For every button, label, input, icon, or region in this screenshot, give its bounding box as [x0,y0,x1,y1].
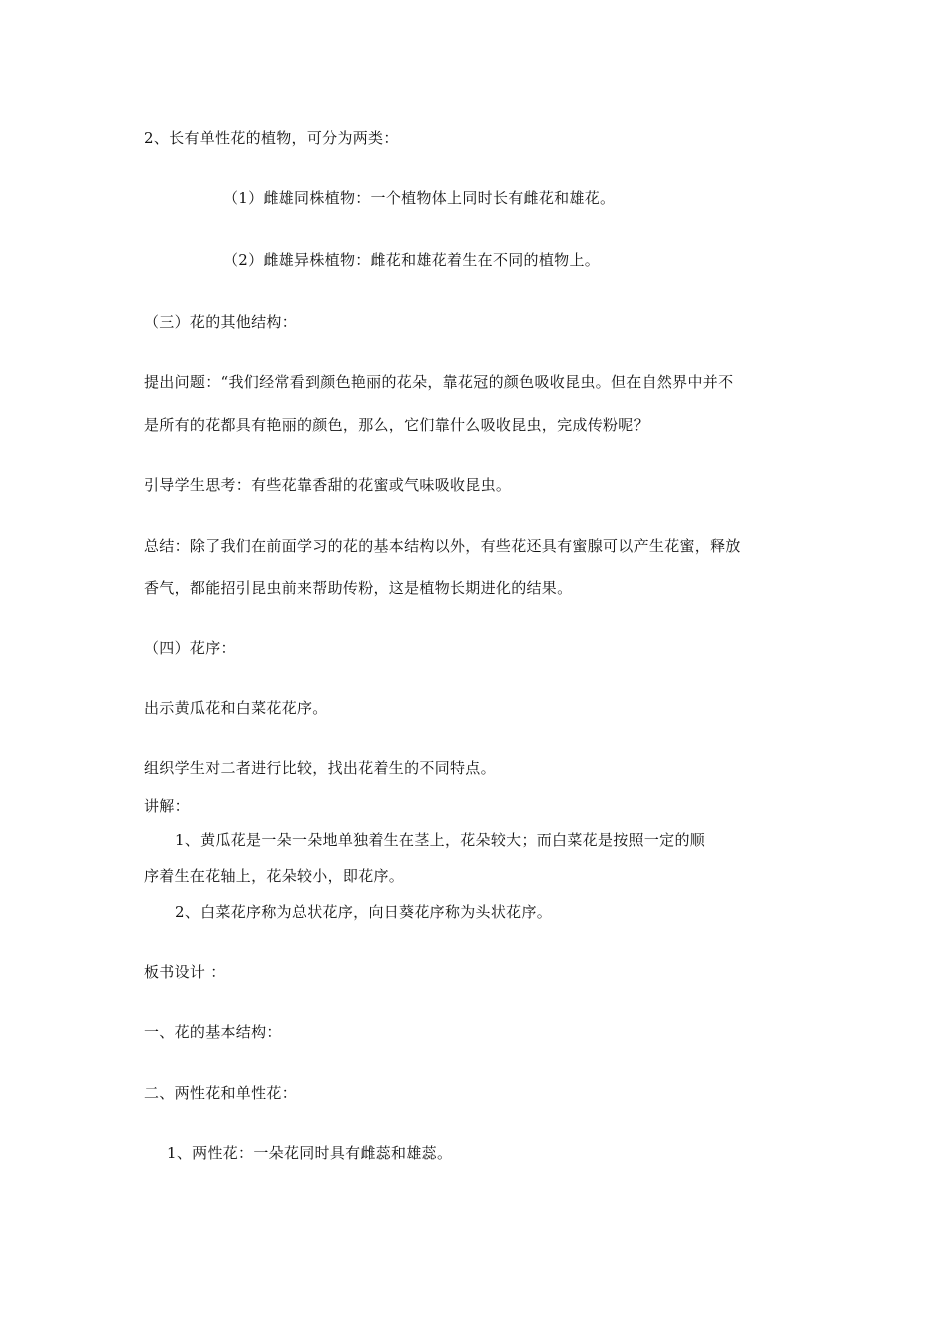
board-item-bisexual-unisexual: 二、两性花和单性花： [144,1084,298,1102]
show-samples-paragraph: 出示黄瓜花和白菜花花序。 [144,699,328,717]
summary-paragraph-line1: 总结：除了我们在前面学习的花的基本结构以外，有些花还具有蜜腺可以产生花蜜，释放 [144,537,741,555]
board-item-basic-structure: 一、花的基本结构： [144,1023,282,1041]
explanation-label: 讲解： [144,797,190,815]
explanation-item-1-line1: 1、黄瓜花是一朵一朵地单独着生在茎上，花朵较大；而白菜花是按照一定的顺 [175,831,706,849]
explanation-item-1-line2: 序着生在花轴上，花朵较小，即花序。 [144,867,405,885]
question-paragraph-line2: 是所有的花都具有艳丽的颜色，那么，它们靠什么吸收昆虫，完成传粉呢？ [144,416,649,434]
question-paragraph-line1: 提出问题：“我们经常看到颜色艳丽的花朵，靠花冠的颜色吸收昆虫。但在自然界中并不 [144,373,734,391]
board-design-heading: 板书设计 ： [144,963,226,981]
subitem-dioecious: （2）雌雄异株植物：雌花和雄花着生在不同的植物上。 [223,251,601,269]
summary-paragraph-line2: 香气，都能招引昆虫前来帮助传粉，这是植物长期进化的结果。 [144,579,573,597]
subitem-monoecious: （1）雌雄同株植物：一个植物体上同时长有雌花和雄花。 [223,189,616,207]
heading-other-structures: （三）花的其他结构： [144,313,298,331]
heading-inflorescence: （四）花序： [144,639,236,657]
board-subitem-bisexual: 1、两性花：一朵花同时具有雌蕊和雄蕊。 [167,1144,453,1162]
explanation-item-2: 2、白菜花序称为总状花序，向日葵花序称为头状花序。 [175,903,553,921]
section-item-2-unisexual: 2、长有单性花的植物，可分为两类： [144,129,399,147]
compare-paragraph: 组织学生对二者进行比较，找出花着生的不同特点。 [144,759,496,777]
guidance-paragraph: 引导学生思考：有些花靠香甜的花蜜或气味吸收昆虫。 [144,476,512,494]
